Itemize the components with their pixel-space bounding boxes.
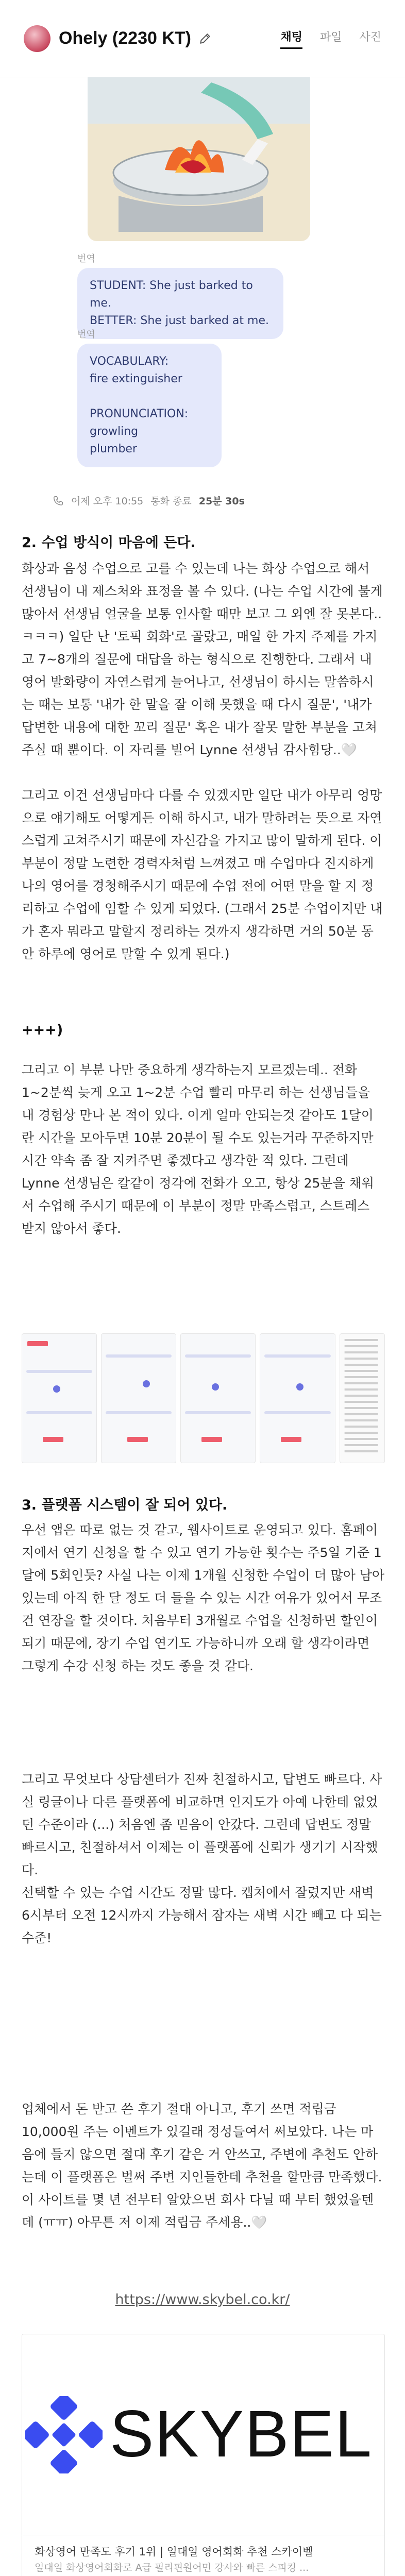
booking-screenshot (260, 1333, 335, 1463)
plus-note: +++) (22, 1022, 63, 1038)
link-preview-title: 화상영어 만족도 후기 1위 | 일대일 영어회화 추천 스카이벨 (35, 2546, 313, 2558)
illustration-fire-extinguisher[interactable] (88, 77, 310, 241)
paragraph: 업체에서 돈 받고 쓴 후기 절대 아니고, 후기 쓰면 적립금 10,000원 주는 이벤트가 있길래 정성들여서 써보았다. 나는 마음에 들지 않으면 절대 후기 같은 거 안쓰고, 주변에 추천도 안하는데 이 플랫폼은 벌써 주변 지인들한테 추천을 할만큼 만족했다. 이 사이트를 몇 년 전부터 알았으면 회사 다닐 때 부터 했었을텐데 (ㅠㅠ) 아무튼 저 이제 적립금 주세용..🤍 (22, 2102, 382, 2230)
paragraph: 화상과 음성 수업으로 고를 수 있는데 나는 화상 수업으로 해서 선생님이 내 제스처와 표정을 볼 수 있다. (나는 수업 시간에 불게 많아서 선생님 얼굴을 보통 인사할 때만 보고 그 외엔 잘 못본다..ㅋㅋㅋ) 일단 난 '토픽 회화'로 골랐고, 매일 한 가지 주제를 가지고 7~8개의 질문에 대답을 하는 형식으로 진행한다. 그래서 내 영어 발화량이 자연스럽게 늘어나고, 선생님이 하시는 말씀하시는 때는 보통 '내가 한 말을 잘 이해 못했을 때 다시 질문', '내가 답변한 내용에 대한 꼬리 질문' 혹은 내가 잘못 말한 부분을 고쳐 주실 때 뿐이다. 이 자리를 빌어 Lynne 선생님 감사힘당..🤍 (22, 561, 383, 757)
link-preview-description: 일대일 화상영어회화로 A급 필리핀원어민 강사와 빠른 스피킹 ... (35, 2562, 309, 2573)
call-status: 통화 종료 (150, 496, 192, 507)
translate-label[interactable]: 번역 (77, 253, 95, 264)
pencil-icon[interactable] (198, 32, 212, 45)
avatar[interactable] (24, 25, 50, 52)
skybel-logo-icon (25, 2396, 103, 2473)
message-bubble-vocabulary[interactable]: VOCABULARY: fire extinguisher PRONUNCIATION: growling plumber (77, 344, 222, 467)
booking-screenshot (180, 1333, 256, 1463)
booking-screenshot (22, 1333, 97, 1463)
paragraph: 그리고 이건 선생님마다 다를 수 있겠지만 일단 내가 아무리 엉망으로 얘기해도 어떻게든 이해 하시고, 내가 말하려는 뜻으로 자연스럽게 고쳐주시기 때문에 자신감을 가지고 많이 말하게 된다. 이 부분이 정말 노련한 경력자처럼 느껴졌고 매 수업마다 진지하게 나의 영어를 경청해주시기 때문에 수업 전에 어떤 말을 할 지 정리하고 수업에 임할 수 있게 되었다. (그래서 25분 수업이지만 내가 혼자 뭐라고 말할지 정리하는 것까지 생각하면 거의 50분 동안 하루에 영어로 말할 수 있게 된다.) (22, 788, 383, 961)
chat-header (0, 0, 405, 77)
phone-icon (53, 495, 64, 506)
link-preview-body (22, 2535, 384, 2576)
booking-time-list (340, 1333, 385, 1463)
translate-label[interactable]: 번역 (77, 329, 95, 340)
call-duration: 25분 30s (198, 496, 245, 507)
skybel-link[interactable]: https://www.skybel.co.kr/ (115, 2292, 290, 2308)
link-preview-card[interactable] (22, 2334, 385, 2576)
call-log (53, 494, 245, 507)
booking-screenshot (101, 1333, 176, 1463)
booking-screenshot-strip[interactable] (22, 1333, 385, 1463)
skybel-wordmark: SKYBEL (110, 2397, 373, 2471)
tab-bar (280, 28, 381, 49)
paragraph: 그리고 이 부분 나만 중요하게 생각하는지 모르겠는데.. 전화 1~2분씩 늦게 오고 1~2분 수업 빨리 마무리 하는 선생님들을 내 경험상 만나 본 적이 있다. 이게 얼마 안되는것 같아도 1달이란 시간을 모아두면 10분 20분이 될 수도 있는거라 꾸준하지만 시간 약속 좀 잘 지켜주면 좋겠다고 생각한 적 있다. 그런데 Lynne 선생님은 칼같이 정각에 전화가 오고, 항상 25분을 채워서 수업해 주시기 때문에 이 부분이 정말 만족스럽고, 스트레스 받지 않아서 좋다. (22, 1062, 374, 1236)
link-preview-image (22, 2334, 384, 2535)
message-bubble-correction[interactable]: STUDENT: She just barked to me. BETTER: She just barked at me. (77, 268, 283, 339)
section-heading-3: 3. 플랫폼 시스템이 잘 되어 있다. (22, 1497, 228, 1513)
call-time: 어제 오후 10:55 (71, 496, 144, 507)
chat-title: Ohely (2230 KT) (59, 28, 191, 48)
tab-files[interactable]: 파일 (319, 30, 342, 44)
paragraph: 그리고 무엇보다 상담센터가 진짜 친절하시고, 답변도 빠르다. 사실 링글이나 다른 플랫폼에 비교하면 인지도가 아예 나한테 없었던 수준이라 (...) 처음엔 좀 믿음이 안갔다. 그런데 답변도 정말 빠르시고, 친절하셔서 이제는 이 플랫폼에 신뢰가 생기기 시작했다. 선택할 수 있는 수업 시간도 정말 많다. 캡처에서 잘렸지만 새벽 6시부터 오전 12시까지 가능해서 잠자는 새벽 시간 빼고 다 되는 수준! (22, 1772, 382, 1945)
chat-area (0, 77, 405, 531)
section-heading-2: 2. 수업 방식이 마음에 든다. (22, 535, 196, 551)
paragraph: 우선 앱은 따로 없는 것 같고, 웹사이트로 운영되고 있다. 홈페이지에서 연기 신청을 할 수 있고 연기 가능한 횟수는 주5일 기준 1달에 5회인듯? 사실 나는 이제 1개월 신청한 수업이 더 많아 남아 있는데 아직 한 달 정도 더 들을 수 있는 시간 여유가 있어서 무조건 연장을 할 것이다. 처음부터 3개월로 수업을 신청하면 할인이 되기 때문에, 장기 수업 연기도 가능하니까 오래 할 생각이라면 그렇게 수강 신청 하는 것도 좋을 것 같다. (22, 1522, 385, 1673)
tab-chat[interactable]: 채팅 (280, 28, 302, 49)
tab-photos[interactable]: 사진 (359, 30, 381, 44)
